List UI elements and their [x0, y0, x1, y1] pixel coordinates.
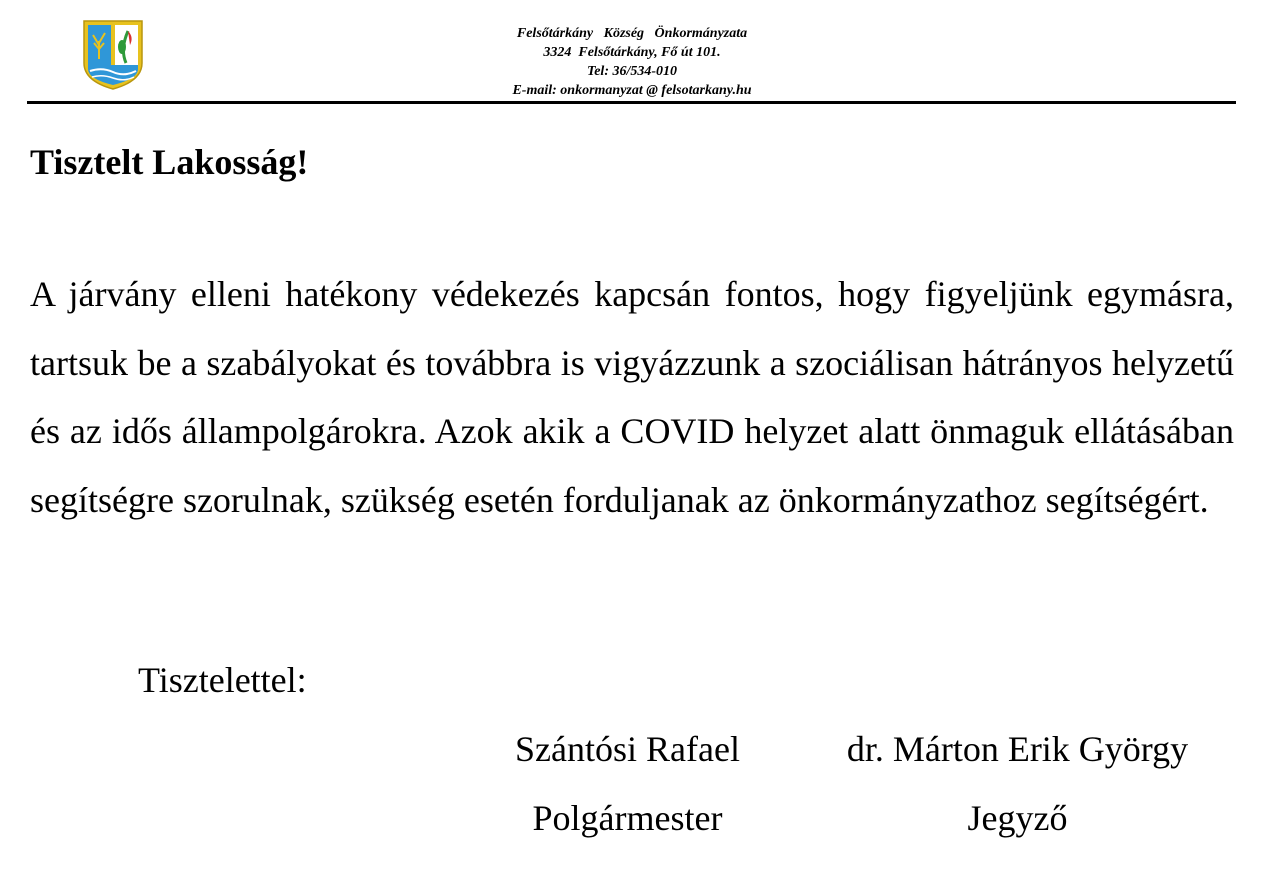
signatory-name: dr. Márton Erik György — [846, 729, 1189, 769]
phone-number: Tel: 36/534-010 — [586, 64, 678, 79]
letterhead-address-block — [380, 24, 884, 100]
signatory-title: Jegyző — [967, 798, 1068, 838]
signatory-title: Polgármester — [532, 798, 723, 838]
coat-of-arms-icon — [82, 19, 144, 91]
municipality-name: Felsőtárkány Község Önkormányzata — [516, 26, 748, 41]
letter-closing: Tisztelettel: — [138, 660, 307, 700]
signatory-mayor — [470, 727, 785, 840]
letterhead — [0, 0, 1263, 106]
letter-greeting: Tisztelt Lakosság! — [30, 142, 309, 182]
header-divider — [27, 101, 1236, 104]
email-address: E-mail: onkormanyzat @ felsotarkany.hu — [512, 83, 752, 98]
postal-address: 3324 Felsőtárkány, Fő út 101. — [543, 45, 721, 60]
letter-body: A járvány elleni hatékony védekezés kapcsán fontos, hogy figyeljünk egymásra, tartsuk be a szabályokat és továbbra is vigyázzunk a szociálisan hátrányos helyzetű és az idős állampolgárokra. Azok akik a COVID helyzet alatt önmaguk ellátásában segítségre szorulnak, szükség esetén forduljanak az önkormányzathoz segítségért. — [30, 274, 1234, 520]
signatory-notary — [810, 727, 1225, 840]
signatory-name: Szántósi Rafael — [515, 729, 740, 769]
